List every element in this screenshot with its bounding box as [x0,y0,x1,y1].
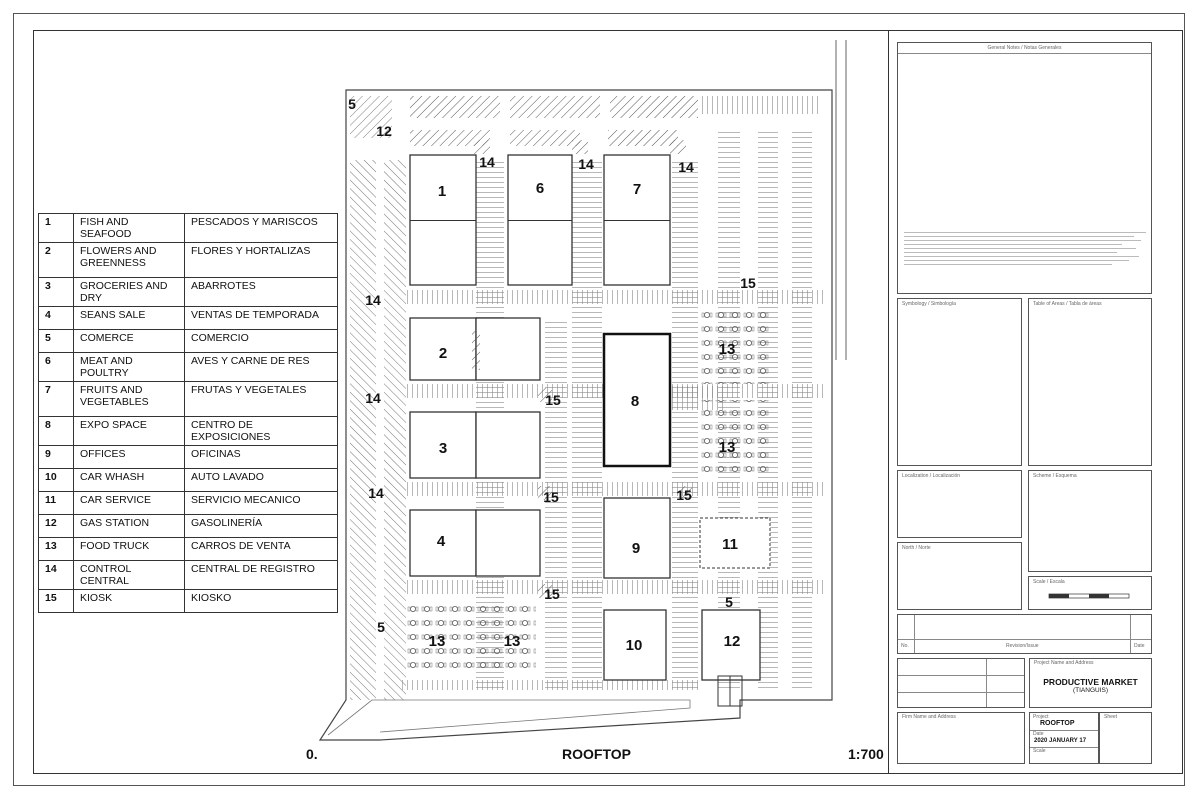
zone-label-13-d: 13 [503,633,521,650]
legend-english: CAR SERVICE [74,492,185,515]
project-name-caption: Project Name and Address [1034,660,1094,666]
legend-row [39,307,338,330]
legend-spanish: SERVICIO MECANICO [185,492,338,515]
legend-english: GROCERIES AND DRY [74,278,185,307]
sheet-box [1099,712,1152,764]
symbology-caption: Symbology / Simbología [902,301,956,307]
zone-label-5-a: 5 [348,96,356,112]
legend-number: 15 [39,590,74,613]
symbology-box [897,298,1022,466]
legend-row [39,446,338,469]
legend-spanish: VENTAS DE TEMPORADA [185,307,338,330]
legend-english: OFFICES [74,446,185,469]
graphic-scale-bar [1047,591,1137,605]
legend-spanish: FLORES Y HORTALIZAS [185,243,338,278]
legend-english: GAS STATION [74,515,185,538]
legend-english: CONTROL CENTRAL [74,561,185,590]
legend-row [39,469,338,492]
parking-top-3 [610,96,698,118]
zone-label-14-b: 14 [578,156,594,172]
legend-english: FOOD TRUCK [74,538,185,561]
legend-number: 9 [39,446,74,469]
location-box [897,470,1022,538]
legend-english: CAR WHASH [74,469,185,492]
legend-number: 11 [39,492,74,515]
zone-label-12-top: 12 [376,123,392,139]
legend-english: SEANS SALE [74,307,185,330]
scale-box [1028,576,1152,610]
legend-english: FISH AND SEAFOOD [74,214,185,243]
legend-row [39,330,338,353]
legend-row [39,214,338,243]
legend-row [39,590,338,613]
zone-label-6: 6 [535,180,545,197]
legend-row [39,353,338,382]
zone-label-3: 3 [438,440,448,457]
parking-top-1 [410,96,500,118]
legend-spanish: COMERCIO [185,330,338,353]
legend-number: 13 [39,538,74,561]
zone-label-5-b: 5 [377,619,385,635]
revision-issue-header: Revision/Issue [1006,643,1039,649]
legend-spanish: CENTRO DE EXPOSICIONES [185,417,338,446]
legend-number: 12 [39,515,74,538]
zone-label-13-c: 13 [428,633,446,650]
legend-number: 3 [39,278,74,307]
legend-english: FLOWERS AND GREENNESS [74,243,185,278]
general-notes-title: General Notes / Notas Generales [898,43,1151,54]
parking-left-outer [350,160,376,700]
legend-number: 10 [39,469,74,492]
legend-number: 6 [39,353,74,382]
legend-number: 4 [39,307,74,330]
scale-caption: Scale / Escala [1033,579,1065,585]
revision-date-header: Date [1134,643,1145,649]
zone-label-15-b: 15 [545,392,561,408]
aisle-4 [406,580,826,594]
zone-label-8: 8 [630,393,640,410]
legend-row [39,278,338,307]
zone-label-15-a: 15 [740,275,756,291]
scheme-box [1028,470,1152,572]
site-plan [310,38,870,746]
legend-number: 7 [39,382,74,417]
signature-block [897,658,1025,708]
north-box [897,542,1022,610]
project-name-box [1029,658,1152,708]
zone-label-15-d: 15 [676,487,692,503]
scale-origin-label: 0. [306,746,318,762]
legend-spanish: GASOLINERÍA [185,515,338,538]
north-caption: North / Norte [902,545,931,551]
firm-caption: Firm Name and Address [902,714,956,720]
legend-spanish: KIOSKO [185,590,338,613]
zone-label-2: 2 [438,345,448,362]
parking-top-5 [510,130,580,146]
legend-row [39,538,338,561]
legend-number: 5 [39,330,74,353]
aisle-3 [406,482,826,496]
title-block-divider [888,30,889,774]
legend-spanish: FRUTAS Y VEGETALES [185,382,338,417]
zone-label-15-e: 15 [544,586,560,602]
zone-label-14-e: 14 [365,390,381,406]
legend-spanish: PESCADOS Y MARISCOS [185,214,338,243]
zone-label-11: 11 [722,536,738,553]
parking-mid-4 [672,158,698,688]
aisle-1 [406,290,826,304]
legend-spanish: AUTO LAVADO [185,469,338,492]
parking-mid-3 [545,320,567,690]
zone-label-4: 4 [436,533,446,550]
zone-label-14-d: 14 [365,292,381,308]
location-caption: Localization / Localización [902,473,961,479]
zone-label-12: 12 [723,633,741,650]
parking-right-3 [792,130,812,690]
revision-table [897,614,1152,654]
date-value: 2020 JANUARY 17 [1034,738,1087,744]
legend-spanish: CARROS DE VENTA [185,538,338,561]
legend-english: MEAT AND POULTRY [74,353,185,382]
table-of-areas-caption: Table of Areas / Tabla de áreas [1033,301,1102,307]
legend-row [39,492,338,515]
legend-number: 8 [39,417,74,446]
project-caption: Project [1033,714,1049,720]
general-notes-box [897,42,1152,294]
zone-label-15-c: 15 [543,489,559,505]
drawing-title: ROOFTOP [562,746,631,762]
parking-mid-2 [572,158,602,688]
legend-english: KIOSK [74,590,185,613]
legend-spanish: ABARROTES [185,278,338,307]
project-value: ROOFTOP [1040,720,1075,727]
legend-number: 14 [39,561,74,590]
building-9 [604,498,670,578]
drawing-scale: 1:700 [848,746,884,762]
legend-number: 1 [39,214,74,243]
firm-box [897,712,1025,764]
aisle-5 [400,680,700,690]
zone-label-9: 9 [631,540,641,557]
zone-label-14-f: 14 [368,485,384,501]
parking-top-6 [608,130,678,146]
revision-no-header: No. [901,643,909,649]
zone-label-1: 1 [437,183,447,200]
legend-english: COMERCE [74,330,185,353]
project-subtitle: (TIANGUIS) [1072,687,1109,694]
sheet-caption: Sheet [1104,714,1118,720]
zone-label-5-c: 5 [725,594,733,610]
zone-label-7: 7 [632,181,642,198]
parking-top-2 [510,96,600,118]
zone-label-13-b: 13 [718,439,736,456]
legend-english: EXPO SPACE [74,417,185,446]
legend-spanish: CENTRAL DE REGISTRO [185,561,338,590]
zone-label-13-a: 13 [718,341,736,358]
legend-row [39,382,338,417]
scale-value-caption: Scale [1033,748,1046,754]
table-of-areas-box [1028,298,1152,466]
general-notes-text [904,229,1146,268]
legend-spanish: OFICINAS [185,446,338,469]
parking-top-7 [700,96,820,114]
project-date-box [1029,712,1099,764]
zone-label-14-a: 14 [479,154,495,170]
zone-label-10: 10 [625,637,643,654]
legend-row [39,243,338,278]
legend-number: 2 [39,243,74,278]
project-name: PRODUCTIVE MARKET [1043,677,1138,687]
zone-label-14-c: 14 [678,159,694,175]
legend-row [39,515,338,538]
date-caption: Date [1033,731,1044,737]
scheme-caption: Scheme / Esquema [1033,473,1077,479]
legend-table [38,213,338,613]
legend-row [39,561,338,590]
parking-left-inner [384,160,406,700]
legend-row [39,417,338,446]
legend-english: FRUITS AND VEGETABLES [74,382,185,417]
legend-spanish: AVES Y CARNE DE RES [185,353,338,382]
